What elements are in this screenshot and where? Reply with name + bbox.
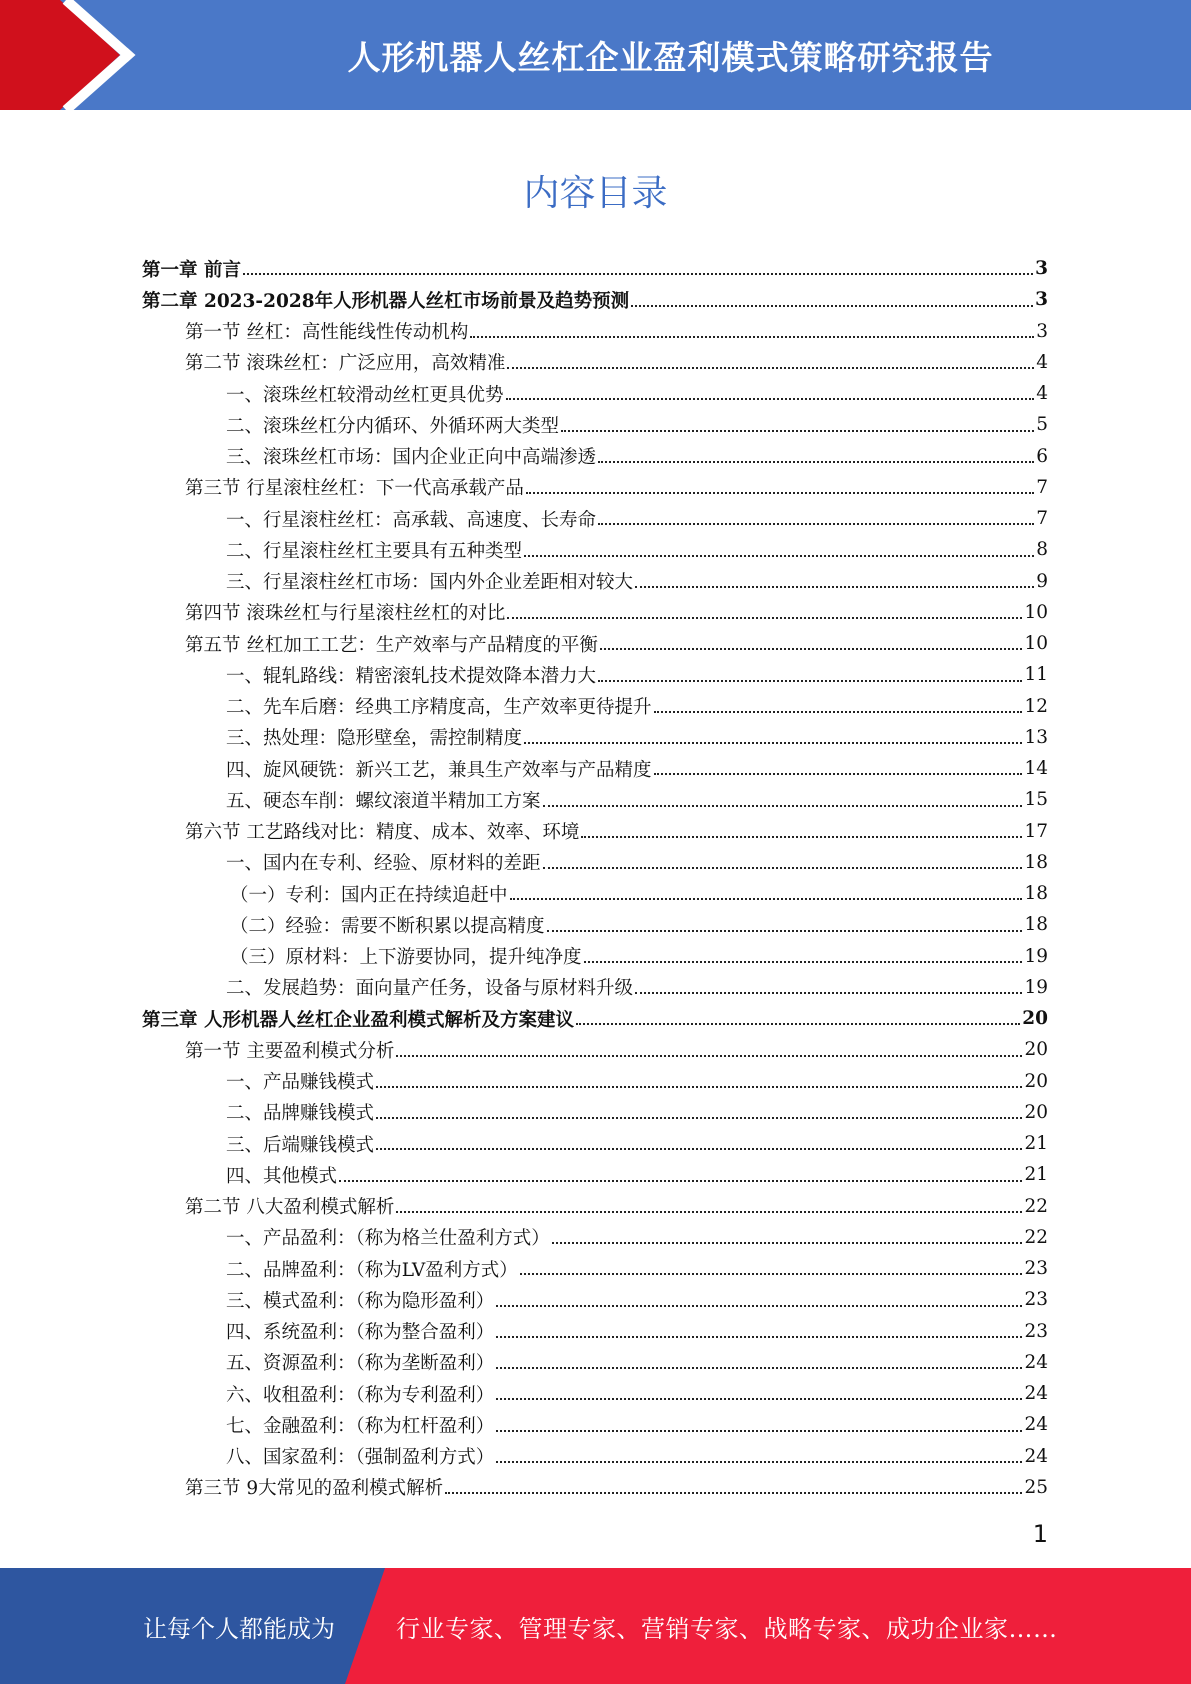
toc-dot-leader: [339, 1180, 1022, 1182]
toc-entry-page: 20: [1024, 1039, 1048, 1061]
toc-entry-title: 二、品牌盈利：（称为LV盈利方式）: [226, 1259, 518, 1281]
toc-entry-title: 第三章 人形机器人丝杠企业盈利模式解析及方案建议: [142, 1009, 574, 1031]
toc-entry-page: 3: [1035, 258, 1048, 280]
toc-entry[interactable]: [142, 909, 1048, 940]
toc-dot-leader: [376, 1117, 1022, 1119]
toc-entry-page: 25: [1024, 1476, 1048, 1498]
toc-entry[interactable]: [142, 534, 1048, 565]
toc-entry[interactable]: [142, 597, 1048, 628]
toc-entry[interactable]: [142, 1347, 1048, 1378]
toc-dot-leader: [598, 680, 1022, 682]
toc-entry[interactable]: [142, 1191, 1048, 1222]
toc-entry-page: 17: [1024, 820, 1048, 842]
toc-entry-page: 21: [1024, 1133, 1048, 1155]
toc-entry-page: 20: [1024, 1101, 1048, 1123]
toc-entry-page: 7: [1036, 476, 1048, 498]
toc-entry-title: 三、热处理：隐形壁垒，需控制精度: [226, 728, 523, 750]
toc-entry-page: 18: [1024, 914, 1048, 936]
toc-entry-title: 第三节 行星滚柱丝杠：下一代高承载产品: [185, 478, 524, 500]
toc-entry-title: 一、行星滚柱丝杠：高承载、高速度、长寿命: [226, 509, 597, 531]
toc-entry-title: 三、行星滚柱丝杠市场：国内外企业差距相对较大: [226, 572, 634, 594]
toc-entry-page: 24: [1024, 1351, 1048, 1373]
toc-dot-leader: [445, 1492, 1022, 1494]
toc-entry-page: 3: [1036, 320, 1048, 342]
toc-entry[interactable]: [142, 1128, 1048, 1159]
toc-entry-title: 二、先车后磨：经典工序精度高，生产效率更待提升: [226, 697, 652, 719]
toc-entry[interactable]: [142, 784, 1048, 815]
toc-entry-title: 四、旋风硬铣：新兴工艺，兼具生产效率与产品精度: [226, 759, 652, 781]
toc-dot-leader: [376, 1086, 1022, 1088]
toc-dot-leader: [507, 617, 1022, 619]
toc-entry-page: 21: [1024, 1164, 1048, 1186]
toc-entry[interactable]: [142, 628, 1048, 659]
toc-entry[interactable]: [142, 847, 1048, 878]
toc-entry[interactable]: [142, 941, 1048, 972]
toc-entry[interactable]: [142, 1253, 1048, 1284]
toc-entry-title: 八、国家盈利：（强制盈利方式）: [226, 1447, 495, 1469]
toc-entry[interactable]: [142, 378, 1048, 409]
toc-entry-title: 第五节 丝杠加工工艺：生产效率与产品精度的平衡: [185, 634, 598, 656]
toc-entry-title: 五、硬态车削：螺纹滚道半精加工方案: [226, 790, 541, 812]
toc-dot-leader: [496, 1367, 1022, 1369]
toc-entry-page: 23: [1024, 1258, 1048, 1280]
toc-entry-title: 二、发展趋势：面向量产任务，设备与原材料升级: [226, 978, 634, 1000]
toc-dot-leader: [510, 898, 1023, 900]
page-number: 1: [1032, 1520, 1048, 1548]
toc-dot-leader: [600, 648, 1023, 650]
toc-heading: 内容目录: [523, 173, 668, 214]
footer-banner: [0, 1568, 1191, 1684]
toc-entry-title: 二、品牌赚钱模式: [226, 1103, 375, 1125]
toc-entry-title: 三、模式盈利：（称为隐形盈利）: [226, 1290, 495, 1312]
toc-entry-page: 24: [1024, 1383, 1048, 1405]
toc-entry[interactable]: [142, 1316, 1048, 1347]
toc-dot-leader: [496, 1461, 1022, 1463]
toc-entry[interactable]: [142, 1441, 1048, 1472]
toc-entry[interactable]: [142, 1378, 1048, 1409]
toc-entry[interactable]: [142, 1066, 1048, 1097]
toc-entry-title: 六、收租盈利：（称为专利盈利）: [226, 1384, 495, 1406]
toc-dot-leader: [598, 461, 1034, 463]
toc-entry-title: （三）原材料：上下游要协同，提升纯净度: [230, 947, 582, 969]
footer-slogan-right: 行业专家、管理专家、营销专家、战略专家、成功企业家……: [396, 1614, 1058, 1643]
footer-slogan-left: 让每个人都能成为: [143, 1614, 335, 1643]
toc-entry[interactable]: [142, 1097, 1048, 1128]
header-banner: [0, 0, 1191, 110]
toc-dot-leader: [552, 1242, 1023, 1244]
toc-dot-leader: [524, 742, 1022, 744]
toc-entry-title: 第三节 9大常见的盈利模式解析: [185, 1478, 444, 1500]
toc-dot-leader: [396, 1211, 1022, 1213]
toc-entry-title: 第六节 工艺路线对比：精度、成本、效率、环境: [185, 822, 580, 844]
toc-entry[interactable]: [142, 1409, 1048, 1440]
toc-entry-page: 23: [1024, 1320, 1048, 1342]
toc-entry-title: 第一节 主要盈利模式分析: [185, 1040, 395, 1062]
toc-entry-page: 15: [1024, 789, 1048, 811]
toc-entry[interactable]: [142, 878, 1048, 909]
toc-entry[interactable]: [142, 472, 1048, 503]
toc-dot-leader: [635, 992, 1022, 994]
toc-entry[interactable]: [142, 816, 1048, 847]
toc-entry-title: 三、滚珠丝杠市场：国内企业正向中高端渗透: [226, 447, 597, 469]
toc-dot-leader: [654, 773, 1023, 775]
toc-dot-leader: [243, 273, 1033, 275]
toc-entry[interactable]: [142, 316, 1048, 347]
toc-dot-leader: [631, 305, 1033, 307]
toc-entry-page: 9: [1036, 570, 1048, 592]
toc-entry[interactable]: [142, 1284, 1048, 1315]
toc-entry-title: 四、其他模式: [226, 1165, 338, 1187]
toc-entry-title: 一、国内在专利、经验、原材料的差距: [226, 853, 541, 875]
toc-entry[interactable]: [142, 972, 1048, 1003]
toc-entry[interactable]: [142, 1159, 1048, 1190]
toc-dot-leader: [547, 930, 1023, 932]
toc-entry-title: 七、金融盈利：（称为杠杆盈利）: [226, 1415, 495, 1437]
toc-entry[interactable]: [142, 1222, 1048, 1253]
toc-entry-title: 第二节 八大盈利模式解析: [185, 1197, 395, 1219]
toc-dot-leader: [543, 805, 1023, 807]
toc-dot-leader: [396, 1055, 1022, 1057]
toc-entry-page: 24: [1024, 1414, 1048, 1436]
toc-dot-leader: [561, 430, 1034, 432]
toc-entry-title: 第一章 前言: [142, 259, 241, 281]
toc-entry-page: 13: [1024, 726, 1048, 748]
toc-entry-page: 19: [1024, 945, 1048, 967]
toc-entry-page: 7: [1036, 508, 1048, 530]
toc-entry-page: 19: [1024, 976, 1048, 998]
report-title: 人形机器人丝杠企业盈利模式策略研究报告: [347, 37, 994, 77]
toc-entry-title: 一、滚珠丝杠较滑动丝杠更具优势: [226, 384, 504, 406]
toc-entry-page: 8: [1036, 539, 1048, 561]
toc-dot-leader: [654, 711, 1023, 713]
toc-entry-page: 6: [1036, 445, 1048, 467]
toc-entry-title: 一、辊轧路线：精密滚轧技术提效降本潜力大: [226, 665, 597, 687]
toc-entry-title: 第四节 滚珠丝杠与行星滚柱丝杠的对比: [185, 603, 506, 625]
toc-entry-page: 18: [1024, 851, 1048, 873]
toc-entry-title: 三、后端赚钱模式: [226, 1134, 375, 1156]
toc-entry[interactable]: [142, 691, 1048, 722]
toc-entry-title: （一）专利：国内正在持续追赶中: [230, 884, 508, 906]
toc-entry-title: 五、资源盈利：（称为垄断盈利）: [226, 1353, 495, 1375]
toc-dot-leader: [526, 492, 1034, 494]
toc-dot-leader: [584, 961, 1023, 963]
toc-entry-title: 第二章 2023-2028年人形机器人丝杠市场前景及趋势预测: [142, 290, 630, 312]
toc-dot-leader: [376, 1148, 1022, 1150]
toc-entry-page: 10: [1024, 633, 1048, 655]
toc-entry-page: 22: [1024, 1195, 1048, 1217]
toc-entry-title: 一、产品赚钱模式: [226, 1072, 375, 1094]
toc-entry-page: 4: [1036, 351, 1048, 373]
toc-dot-leader: [524, 555, 1034, 557]
toc-entry[interactable]: [142, 659, 1048, 690]
toc-entry-page: 3: [1035, 289, 1048, 311]
toc-dot-leader: [635, 586, 1034, 588]
toc-entry[interactable]: [142, 253, 1048, 284]
toc-dot-leader: [598, 523, 1034, 525]
toc-dot-leader: [496, 1336, 1022, 1338]
toc-entry[interactable]: [142, 503, 1048, 534]
toc-entry[interactable]: [142, 347, 1048, 378]
toc-entry-title: 二、行星滚柱丝杠主要具有五种类型: [226, 540, 523, 562]
toc-entry-title: 第二节 滚珠丝杠：广泛应用，高效精准: [185, 353, 506, 375]
toc-dot-leader: [576, 1023, 1020, 1025]
toc-entry-page: 14: [1024, 758, 1048, 780]
toc-dot-leader: [496, 1398, 1022, 1400]
toc-entry[interactable]: [142, 722, 1048, 753]
toc-entry[interactable]: [142, 1003, 1048, 1034]
toc-dot-leader: [470, 336, 1034, 338]
toc-entry-page: 24: [1024, 1445, 1048, 1467]
toc-entry[interactable]: [142, 1472, 1048, 1503]
toc-entry-page: 11: [1024, 664, 1048, 686]
toc-entry[interactable]: [142, 284, 1048, 315]
toc-dot-leader: [506, 398, 1035, 400]
toc-entry-page: 12: [1024, 695, 1048, 717]
toc-dot-leader: [496, 1305, 1022, 1307]
table-of-contents: [142, 253, 1048, 1503]
toc-entry-page: 10: [1024, 601, 1048, 623]
toc-entry[interactable]: [142, 441, 1048, 472]
toc-entry[interactable]: [142, 566, 1048, 597]
toc-dot-leader: [581, 836, 1022, 838]
toc-entry-page: 20: [1022, 1008, 1048, 1030]
toc-entry-title: 四、系统盈利：（称为整合盈利）: [226, 1322, 495, 1344]
toc-entry[interactable]: [142, 409, 1048, 440]
toc-dot-leader: [543, 867, 1023, 869]
toc-entry-page: 18: [1024, 883, 1048, 905]
toc-dot-leader: [496, 1430, 1022, 1432]
toc-entry-page: 4: [1036, 383, 1048, 405]
toc-entry-title: （二）经验：需要不断积累以提高精度: [230, 915, 545, 937]
toc-entry[interactable]: [142, 1034, 1048, 1065]
toc-entry-page: 22: [1024, 1226, 1048, 1248]
toc-entry-title: 一、产品盈利：（称为格兰仕盈利方式）: [226, 1228, 550, 1250]
toc-entry-title: 第一节 丝杠：高性能线性传动机构: [185, 322, 469, 344]
toc-entry-title: 二、滚珠丝杠分内循环、外循环两大类型: [226, 415, 560, 437]
toc-dot-leader: [520, 1273, 1023, 1275]
toc-dot-leader: [507, 367, 1034, 369]
toc-entry-page: 23: [1024, 1289, 1048, 1311]
toc-entry-page: 5: [1036, 414, 1048, 436]
toc-entry-page: 20: [1024, 1070, 1048, 1092]
toc-entry[interactable]: [142, 753, 1048, 784]
